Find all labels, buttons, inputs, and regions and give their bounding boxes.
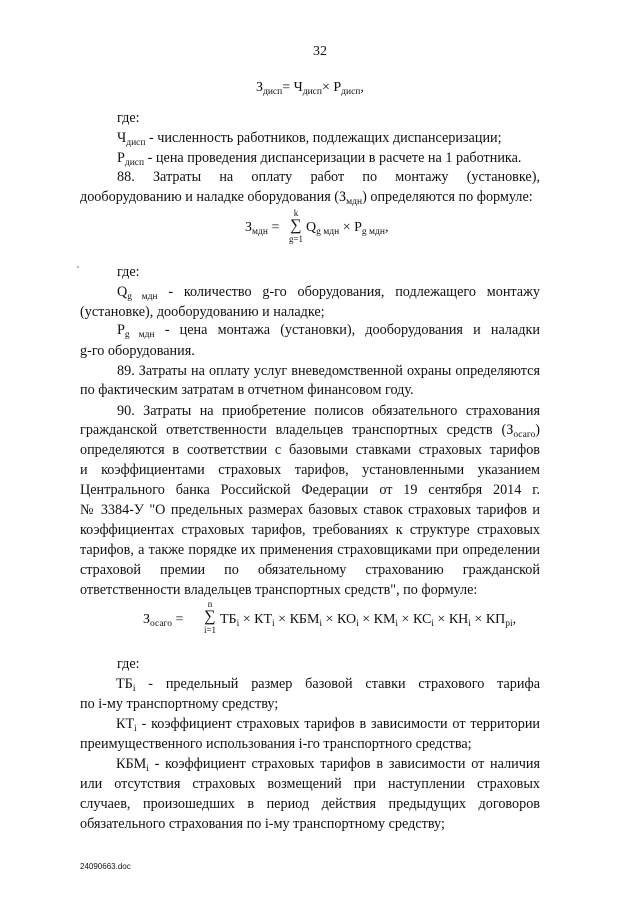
definition-tb-line-2: по i-му транспортному средству;	[80, 696, 279, 712]
definition-tb-line-1: $ТБ_i$ - предельный размер базовой ставки страхового тарифа	[116, 676, 540, 694]
para-89-line-2: по фактическим затратам в отчетном финансовом году.	[80, 382, 414, 398]
para-90-line-10: ответственности владельцев транспортных средств", по формуле:	[80, 582, 478, 598]
para-90-line-4: и коэффициентами страховых тарифов, установленными указанием	[80, 462, 540, 478]
para-90-line-8: тарифов, а также порядке их применения страховщиками при определении	[80, 542, 540, 558]
para-88-line-1: 88. Затраты на оплату работ по монтажу (установке),	[117, 169, 540, 185]
where-label: где:	[117, 110, 140, 126]
para-90-line-2: гражданской ответственности владельцев транспортных средств $(З_{осаго})$	[80, 422, 540, 440]
para-90-line-1: 90. Затраты на приобретение полисов обязательного страхования	[117, 403, 540, 419]
formula-installation-terms: $Q_{g мдн} \times P_{g мдн}$,	[306, 220, 389, 237]
definition-rdisp: $Р_{дисп}$ - цена проведения диспансеризации в расчете на 1 работника.	[117, 150, 522, 168]
definition-kbm-line-3: случаев, произошедших в период действия предыдущих договоров	[80, 796, 540, 812]
sum-sign-k: k ∑ g=1	[288, 208, 304, 244]
para-90-line-6: № 3384-У "О предельных размерах базовых ставок страховых тарифов и	[80, 502, 540, 518]
definition-kbm-line-4: обязательного страхования по i-му транспортному средству;	[80, 816, 445, 832]
definition-p-line-1: $P_{g мдн}$ - цена монтажа (установки), дооборудования и наладки	[117, 322, 540, 340]
formula-osago: $З_{осаго}$ =	[143, 612, 184, 629]
footer-filename: 24090663.doc	[80, 862, 131, 871]
definition-kbm-line-1: $КБМ_i$ - коэффициент страховых тарифов в зависимости от наличия	[116, 756, 540, 774]
para-90-line-5: Центрального банка Российской Федерации от 19 сентября 2014 г.	[80, 482, 540, 498]
sum-sign-n: n ∑ i=1	[203, 599, 217, 635]
definition-q-line-2: (установке), дооборудованию и наладке;	[80, 304, 325, 320]
formula-dispensary: $З_{дисп}= Ч_{дисп}\times Р_{дисп}$,	[256, 80, 364, 97]
definition-q-line-1: $Q_{g мдн}$ - количество g-го оборудования, подлежащего монтажу	[117, 284, 540, 302]
definition-kt-line-1: $КТ_i$ - коэффициент страховых тарифов в зависимости от территории	[116, 716, 540, 734]
para-89-line-1: 89. Затраты на оплату услуг вневедомственной охраны определяются	[117, 363, 540, 379]
definition-kt-line-2: преимущественного использования i-го транспортного средства;	[80, 736, 472, 752]
para-90-line-9: страховой премии по обязательному страхованию гражданской	[80, 562, 540, 578]
definition-kbm-line-2: или отсутствия страховых возмещений при наступлении страховых	[80, 776, 540, 792]
para-88-line-2: дооборудованию и наладке оборудования $(З_{мдн})$ определяются по формуле:	[80, 189, 533, 207]
where-label: где:	[117, 656, 140, 672]
para-90-line-7: коэффициентах страховых тарифов, требованиях к структуре страховых	[80, 522, 540, 538]
formula-installation: $З_{мдн}$ =	[245, 220, 280, 237]
definition-chdisp: $Ч_{дисп}$ - численность работников, подлежащих диспансеризации;	[117, 130, 502, 148]
scan-speck	[77, 266, 79, 268]
formula-osago-terms: $ТБ_i \times КТ_i \times КБМ_i \times КО_i \times КМ_i \times КС_i \times КН_i \times КП_{pi}$,	[220, 612, 517, 629]
where-label: где:	[117, 264, 140, 280]
para-90-line-3: определяются в соответствии с базовыми ставками страховых тарифов	[80, 442, 540, 458]
page-number: 32	[313, 44, 327, 59]
definition-p-line-2: g-го оборудования.	[80, 343, 195, 359]
